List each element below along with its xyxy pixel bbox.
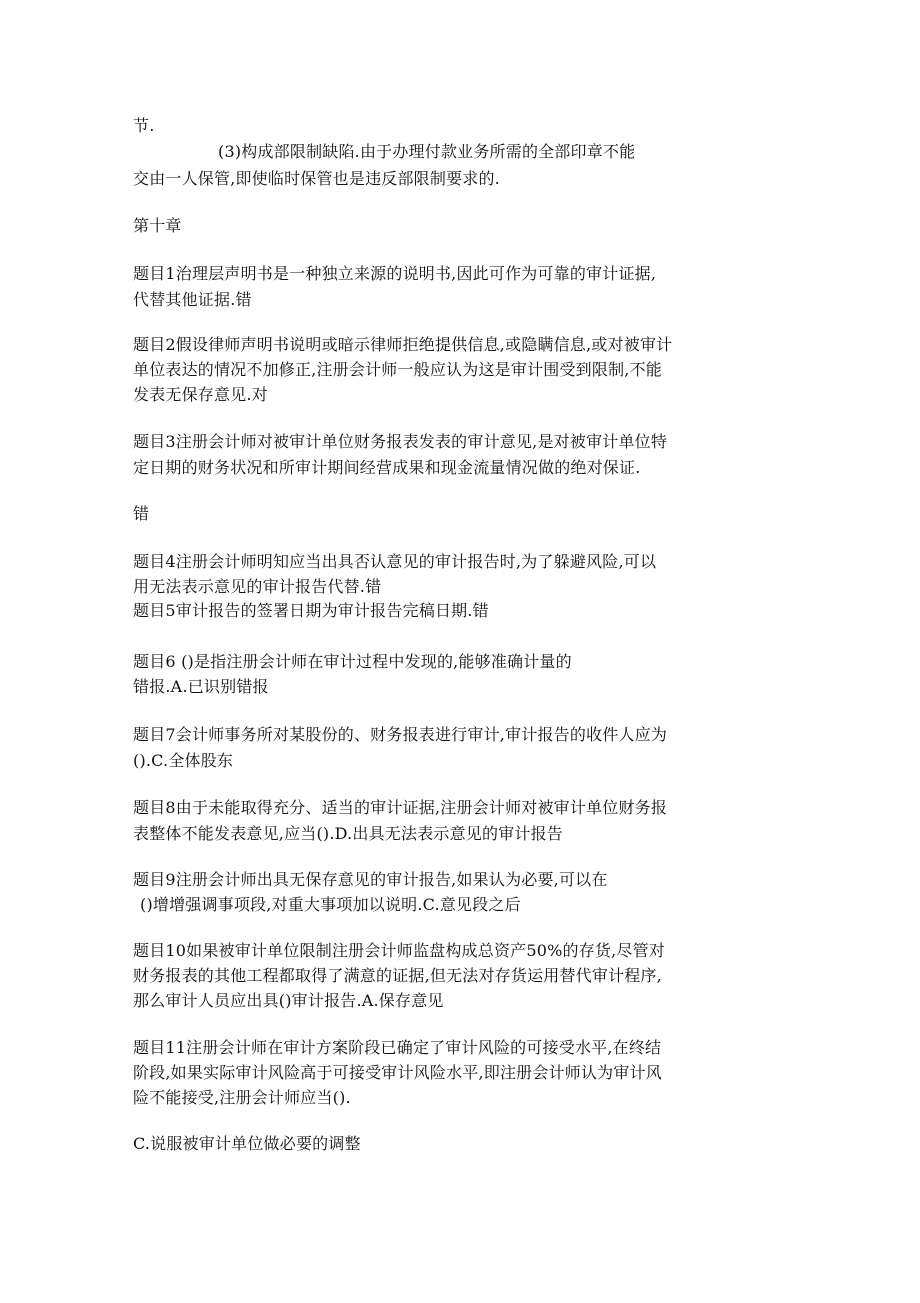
question-11: 题目11注册会计师在审计方案阶段已确定了审计风险的可接受水平,在终结 [133,1038,662,1057]
text-line: ().C.全体股东 [133,751,234,770]
text-line: 错报.A.已识别错报 [133,677,269,696]
question-10: 题目10如果被审计单位限制注册会计师监盘构成总资产50%的存货,尽管对 [133,941,666,960]
question-2: 题目2假设律师声明书说明或暗示律师拒绝提供信息,或隐瞒信息,或对被审计 [133,335,673,354]
text-line: 节. [133,116,155,135]
question-8: 题目8由于未能取得充分、适当的审计证据,注册会计师对被审计单位财务报 [133,798,668,817]
question-3: 题目3注册会计师对被审计单位财务报表发表的审计意见,是对被审计单位特 [133,432,668,451]
text-line: 代替其他证据.错 [133,290,252,309]
question-5: 题目5审计报告的签署日期为审计报告完稿日期.错 [133,601,489,620]
text-line: 那么审计人员应出具()审计报告.A.保存意见 [133,991,444,1010]
text-line: 用无法表示意见的审计报告代替.错 [133,577,382,596]
text-line: 财务报表的其他工程都取得了满意的证据,但无法对存货运用替代审计程序, [133,966,662,985]
text-line: ()增增强调事项段,对重大事项加以说明.C.意见段之后 [140,895,521,914]
text-line: 定日期的财务状况和所审计期间经营成果和现金流量情况做的绝对保证. [133,458,641,477]
text-line: 险不能接受,注册会计师应当(). [133,1088,351,1107]
text-line: 错 [133,504,150,523]
text-line: C.说服被审计单位做必要的调整 [133,1134,361,1153]
question-6: 题目6 ()是指注册会计师在审计过程中发现的,能够准确计量的 [133,652,572,671]
question-9: 题目9注册会计师出具无保存意见的审计报告,如果认为必要,可以在 [133,870,608,889]
text-line: (3)构成部限制缺陷.由于办理付款业务所需的全部印章不能 [218,142,636,161]
question-1: 题目1治理层声明书是一种独立来源的说明书,因此可作为可靠的审计证据, [133,264,657,283]
text-line: 阶段,如果实际审计风险高于可接受审计风险水平,即注册会计师认为审计风 [133,1063,662,1082]
text-line: 表整体不能发表意见,应当().D.出具无法表示意见的审计报告 [133,824,564,843]
chapter-heading: 第十章 [133,216,182,235]
text-line: 交由一人保管,即使临时保管也是违反部限制要求的. [133,169,500,188]
text-line: 单位表达的情况不加修正,注册会计师一般应认为这是审计围受到限制,不能 [133,360,662,379]
question-4: 题目4注册会计师明知应当出具否认意见的审计报告时,为了躲避风险,可以 [133,552,657,571]
question-7: 题目7会计师事务所对某股份的、财务报表进行审计,审计报告的收件人应为 [133,725,668,744]
text-line: 发表无保存意见.对 [133,385,268,404]
